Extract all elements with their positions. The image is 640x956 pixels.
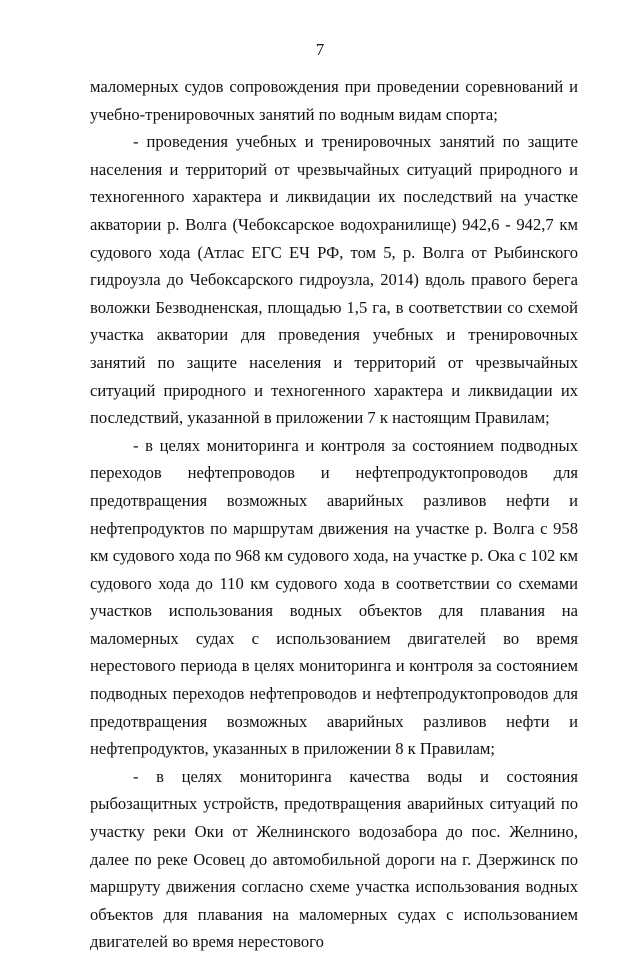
body-paragraph: - в целях мониторинга и контроля за состоянием подводных переходов нефтепроводов и нефтепродуктопроводов для предотвращения возможных аварийных разливов нефти и нефтепродуктов по маршрутам движения на участке р. Волга с 958 км судового хода по 968 км судового хода, на участке р. Ока с 102 км судового хода до 110 км судового хода в соответствии со схемами участков использования водных объектов для плавания на маломерных судах с использованием двигателей во время нерестового периода в целях мониторинга и контроля за состоянием подводных переходов нефтепроводов и нефтепродуктопроводов для предотвращения возможных аварийных разливов нефти и нефтепродуктов, указанных в приложении 8 к Правилам;	[90, 435, 578, 759]
body-paragraph: - проведения учебных и тренировочных занятий по защите населения и территорий от чрезвычайных ситуаций природного и техногенного характера и ликвидации их последствий на участке акватории р. Волга (Чебоксарское водохранилище) 942,6 - 942,7 км судового хода (Атлас ЕГС ЕЧ РФ, том 5, р. Волга от Рыбинского гидроузла до Чебоксарского гидроузла, 2014) вдоль правого берега воложки Безводненская, площадью 1,5 га, в соответствии со схемой участка акватории для проведения учебных и тренировочных занятий по защите населения и территорий от чрезвычайных ситуаций природного и техногенного характера и ликвидации их последствий, указанной в приложении 7 к настоящим Правилам;	[90, 132, 578, 428]
body-paragraph: - в целях мониторинга качества воды и состояния рыбозащитных устройств, предотвращения аварийных ситуаций по участку реки Оки от Желнинского водозабора до пос. Желнино, далее по реке Осовец до автомобильной дороги на г. Дзержинск по маршруту движения согласно схеме участка использования водных объектов для плавания на маломерных судах с использованием двигателей во время нерестового	[90, 766, 578, 952]
body-paragraph: маломерных судов сопровождения при проведении соревнований и учебно-тренировочных занятий по водным видам спорта;	[90, 77, 578, 124]
page-number: 7	[315, 40, 325, 59]
document-body	[90, 73, 578, 956]
